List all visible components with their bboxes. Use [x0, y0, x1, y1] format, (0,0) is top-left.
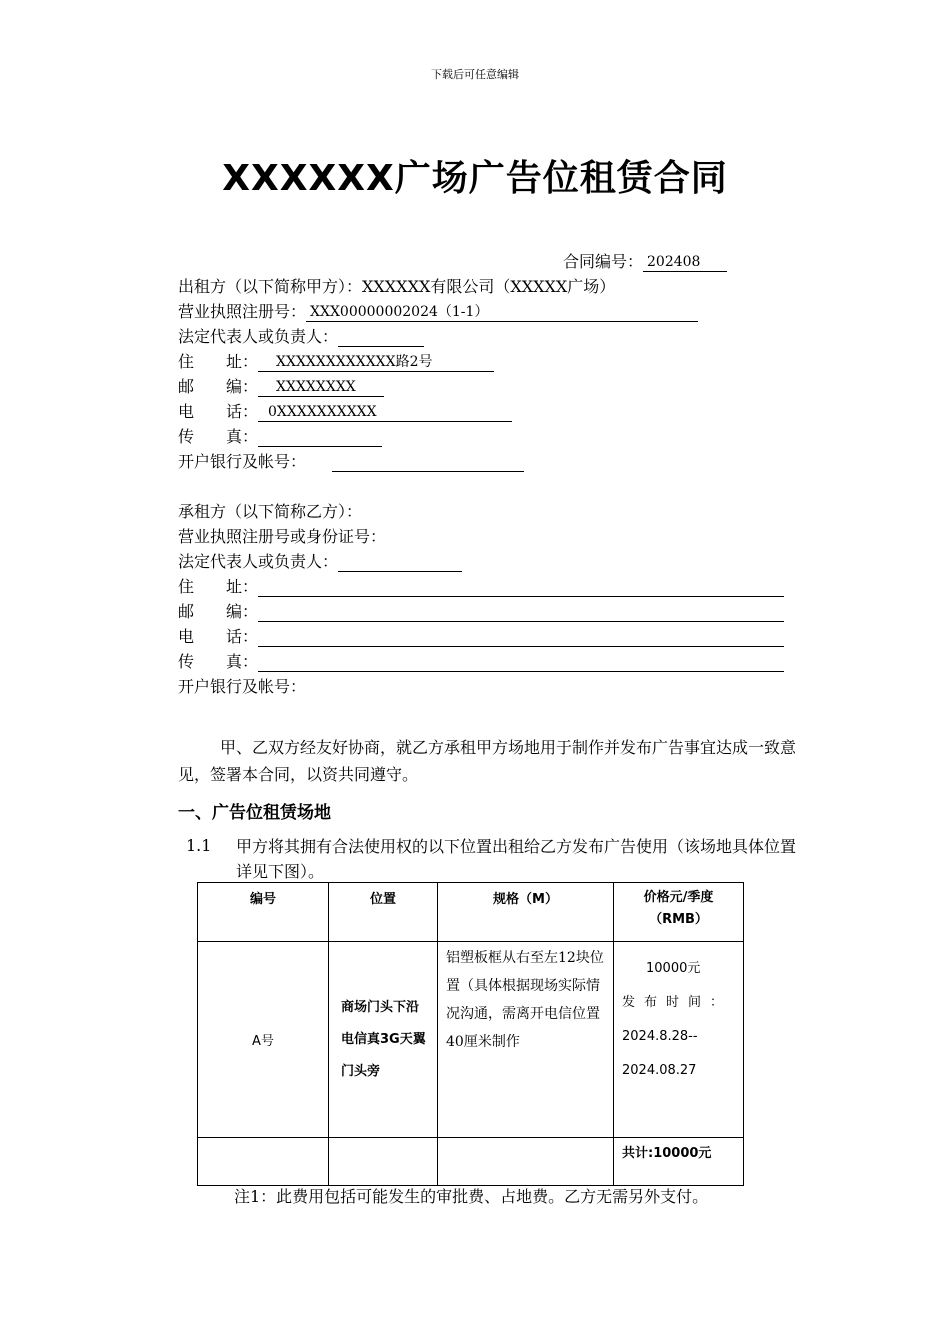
preamble: 甲、乙双方经友好协商，就乙方承租甲方场地用于制作并发布广告事宜达成一致意见，签署本合同，以资共同遵守。 — [178, 738, 797, 784]
lessee-license-label: 营业执照注册号或身份证号： — [178, 527, 387, 546]
contract-number — [563, 252, 727, 272]
lessor-postcode — [178, 377, 384, 397]
lessee-address-blank — [258, 578, 784, 597]
lessor-postcode-label: 邮 编： — [178, 377, 259, 396]
publish-label: 发布时间： — [622, 995, 733, 1010]
lessee-fax-label: 传 真： — [178, 652, 259, 671]
cell-total: 共计:10000元 — [614, 1138, 744, 1186]
empty-cell — [329, 1138, 438, 1186]
lessee-bank-label: 开户银行及帐号： — [178, 677, 307, 696]
lessor-address-value: XXXXXXXXXXXX路2号 — [258, 353, 494, 372]
cell-spec: 铝塑板框从右至左12块位置（具体根据现场实际情况沟通，需离开电信位置40厘米制作 — [438, 942, 614, 1138]
section-heading: 一、广告位租赁场地 — [178, 803, 331, 823]
col-header-spec: 规格（M） — [438, 883, 614, 942]
lessee-postcode-blank — [258, 603, 784, 622]
lessee-intro: 承租方（以下简称乙方）： — [178, 502, 363, 521]
page-title: XXXXXX广场广告位租赁合同 — [222, 158, 728, 199]
rental-table — [197, 882, 744, 1186]
lessor-phone-value: 0XXXXXXXXXX — [258, 403, 512, 422]
table-header-row — [198, 883, 744, 942]
contract-number-value: 202408 — [643, 253, 727, 272]
lessor-postcode-value: XXXXXXXX — [258, 378, 384, 397]
lessor-address — [178, 352, 494, 372]
date-to: 2024.08.27 — [622, 1063, 697, 1078]
cell-id: A号 — [198, 942, 329, 1138]
price-amount: 10000元 — [646, 961, 701, 976]
col-header-location: 位置 — [329, 883, 438, 942]
lessor-address-label: 住 址： — [178, 352, 259, 371]
lessee-fax-blank — [258, 653, 784, 672]
lessor-fax-blank — [258, 428, 382, 447]
col-header-price: 价格元/季度（RMB） — [614, 883, 744, 942]
empty-cell — [438, 1138, 614, 1186]
lessor-phone-label: 电 话： — [178, 402, 259, 421]
lessor-rep — [178, 327, 424, 347]
lessee-postcode — [178, 602, 784, 622]
clause-number: 1.1 — [186, 836, 212, 855]
note-1: 注1：此费用包括可能发生的审批费、占地费。乙方无需另外支付。 — [234, 1187, 709, 1206]
lessee-address — [178, 577, 784, 597]
lessee-rep — [178, 552, 462, 572]
lessor-license — [178, 302, 698, 322]
lessee-fax — [178, 652, 784, 672]
date-from: 2024.8.28-- — [622, 1029, 698, 1044]
lessee-phone-blank — [258, 628, 784, 647]
table-row — [198, 942, 744, 1138]
lessor-rep-label: 法定代表人或负责人： — [178, 327, 339, 346]
cell-price — [614, 942, 744, 1138]
lessor-license-value: XXX00000002024（1-1） — [306, 303, 698, 322]
clause-text: 甲方将其拥有合法使用权的以下位置出租给乙方发布广告使用（该场地具体位置详见下图）。 — [236, 837, 797, 881]
lessor-bank-label: 开户银行及帐号： — [178, 452, 307, 471]
contract-number-label: 合同编号： — [563, 252, 644, 271]
lessor-bank-blank — [332, 453, 524, 472]
lessor-fax-label: 传 真： — [178, 427, 259, 446]
lessee-rep-blank — [338, 553, 462, 572]
lessor-bank — [178, 452, 524, 472]
empty-cell — [198, 1138, 329, 1186]
lessee-address-label: 住 址： — [178, 577, 259, 596]
lessee-phone — [178, 627, 784, 647]
cell-location: 商场门头下沿电信真3G天翼门头旁 — [329, 942, 438, 1138]
table-total-row — [198, 1138, 744, 1186]
lessor-license-label: 营业执照注册号： — [178, 302, 307, 321]
lessor-intro: 出租方（以下简称甲方）：XXXXXX有限公司（XXXXX广场） — [178, 277, 616, 296]
lessee-postcode-label: 邮 编： — [178, 602, 259, 621]
header-note: 下载后可任意编辑 — [431, 68, 519, 81]
lessee-rep-label: 法定代表人或负责人： — [178, 552, 339, 571]
lessee-phone-label: 电 话： — [178, 627, 259, 646]
lessor-fax — [178, 427, 382, 447]
lessor-phone — [178, 402, 512, 422]
col-header-id: 编号 — [198, 883, 329, 942]
lessor-rep-blank — [338, 328, 424, 347]
